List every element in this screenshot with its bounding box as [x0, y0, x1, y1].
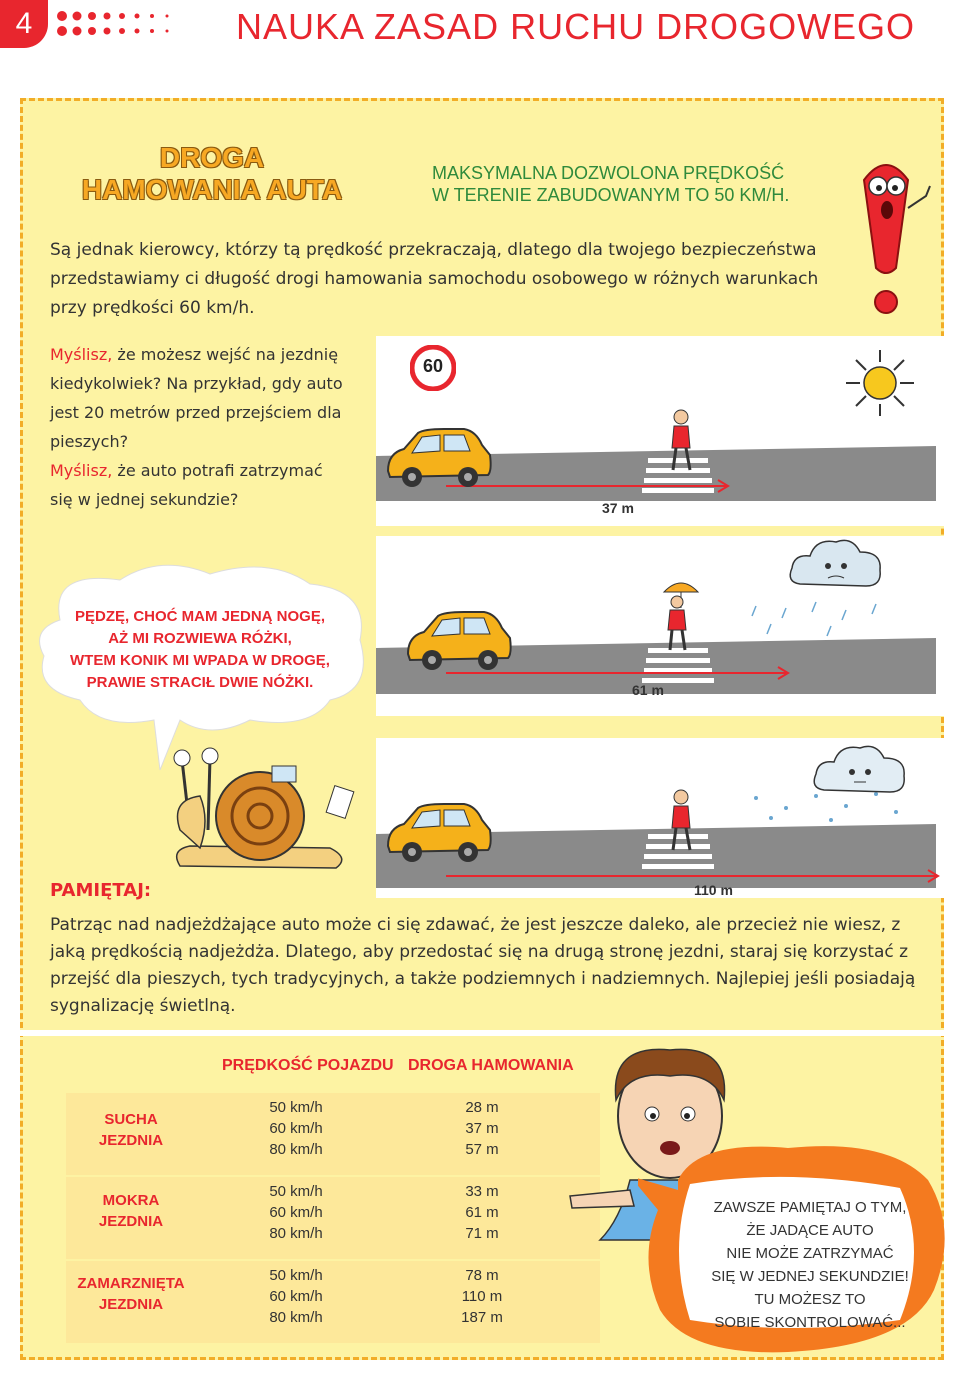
car-icon	[384, 425, 494, 490]
question-example: Na przykład, gdy auto jest 20 metrów przed przejściem dla pieszych?	[50, 374, 343, 451]
row-label: MOKRA JEZDNIA	[98, 1192, 164, 1230]
dry-distance-label: 37 m	[602, 500, 634, 516]
snail-speech-line4: PRAWIE STRACIŁ DWIE NÓŻKI.	[86, 674, 314, 691]
section-title-line1: DROGA	[159, 142, 265, 173]
panel-divider	[0, 1030, 960, 1036]
halftone-dots-decoration	[52, 6, 222, 46]
rain-cloud-icon	[786, 534, 886, 598]
question2-text: że auto potrafi zatrzymać się w jednej sekundzie?	[50, 461, 323, 509]
table-header-distance: DROGA HAMOWANIA	[408, 1057, 574, 1074]
car-icon	[384, 800, 494, 865]
distance-cell: 33 m 61 m 71 m	[465, 1183, 499, 1242]
wet-distance-label: 61 m	[632, 682, 664, 698]
distance-cell: 28 m 37 m 57 m	[465, 1099, 499, 1158]
warning-line3: NIE MOŻE ZATRZYMAĆ	[726, 1245, 894, 1262]
snail-icon	[160, 740, 360, 880]
question2-highlight: Myślisz,	[50, 461, 113, 480]
warning-text	[670, 1196, 950, 1334]
speed-limit-info	[432, 162, 789, 206]
braking-distance-table	[66, 1045, 600, 1345]
pedestrian-icon	[664, 788, 698, 854]
distance-cell: 78 m 110 m 187 m	[461, 1267, 503, 1326]
question-paragraph	[50, 340, 350, 514]
intro-paragraph: Są jednak kierowcy, którzy tą prędkość przekraczają, dlatego dla twojego bezpieczeństwa przedstawiamy ci długość drogi hamowania samochodu osobowego w różnych warunkach przy prędkości 60 km/h.	[50, 240, 819, 318]
exclamation-mascot-icon	[846, 150, 936, 320]
speed-cell: 50 km/h 60 km/h 80 km/h	[269, 1267, 323, 1326]
warning-line5: TU MOŻESZ TO	[754, 1291, 866, 1308]
table-header-speed: PRĘDKOŚĆ POJAZDU	[222, 1057, 394, 1074]
speed-sign-label: 60	[422, 356, 444, 376]
snail-speech-text	[30, 606, 370, 694]
question1-text: że możesz wejść na jezdnię kiedykolwiek?	[50, 345, 339, 393]
icy-distance-label: 110 m	[694, 882, 733, 898]
snail-speech-line2: AŻ MI ROZWIEWA RÓŻKI,	[108, 630, 292, 647]
pedestrian-umbrella-icon	[660, 578, 702, 652]
sun-icon	[840, 348, 920, 418]
row-label: ZAMARZNIĘTA JEZDNIA	[77, 1275, 185, 1313]
page-title: NAUKA ZASAD RUCHU DROGOWEGO	[236, 6, 916, 47]
snail-speech-line3: WTEM KONIK MI WPADA W DROGĘ,	[70, 652, 330, 669]
speed-info-line1: MAKSYMALNA DOZWOLONA PRĘDKOŚĆ	[432, 163, 785, 183]
pedestrian-icon	[664, 408, 698, 474]
warning-line2: ŻE JADĄCE AUTO	[746, 1222, 874, 1239]
remember-paragraph: Patrząc nad nadjeżdżające auto może ci się zdawać, że jest jeszcze daleko, ale przecież nie wiesz, z jaką prędkością nadjeżdża. Dlatego, aby przedostać się na drugą stronę jezdni, staraj się korzystać z przejść dla pieszych, tych tradycyjnych, a także podziemnych i nadziemnych. Najlepiej jeśli posiadają sygnalizację świetlną.	[50, 915, 916, 1016]
car-icon	[404, 608, 514, 673]
remember-label: PAMIĘTAJ:	[50, 880, 152, 901]
warning-line1: ZAWSZE PAMIĘTAJ O TYM,	[713, 1199, 907, 1216]
speed-info-line2: W TERENIE ZABUDOWANYM TO 50 KM/H.	[432, 185, 790, 205]
snow-cloud-icon	[810, 740, 910, 804]
row-label: SUCHA JEZDNIA	[98, 1111, 164, 1149]
snail-speech-line1: PĘDZĘ, CHOĆ MAM JEDNĄ NOGĘ,	[74, 608, 326, 625]
warning-line4: SIĘ W JEDNEJ SEKUNDZIE!	[711, 1268, 909, 1285]
warning-line6: SOBIE SKONTROLOWAĆ...	[714, 1314, 906, 1331]
speed-cell: 50 km/h 60 km/h 80 km/h	[269, 1099, 323, 1158]
speed-cell: 50 km/h 60 km/h 80 km/h	[269, 1183, 323, 1242]
section-title	[52, 142, 372, 206]
question1-highlight: Myślisz,	[50, 345, 113, 364]
section-title-line2: HAMOWANIA AUTA	[81, 174, 343, 205]
page-number: 4	[0, 0, 48, 48]
